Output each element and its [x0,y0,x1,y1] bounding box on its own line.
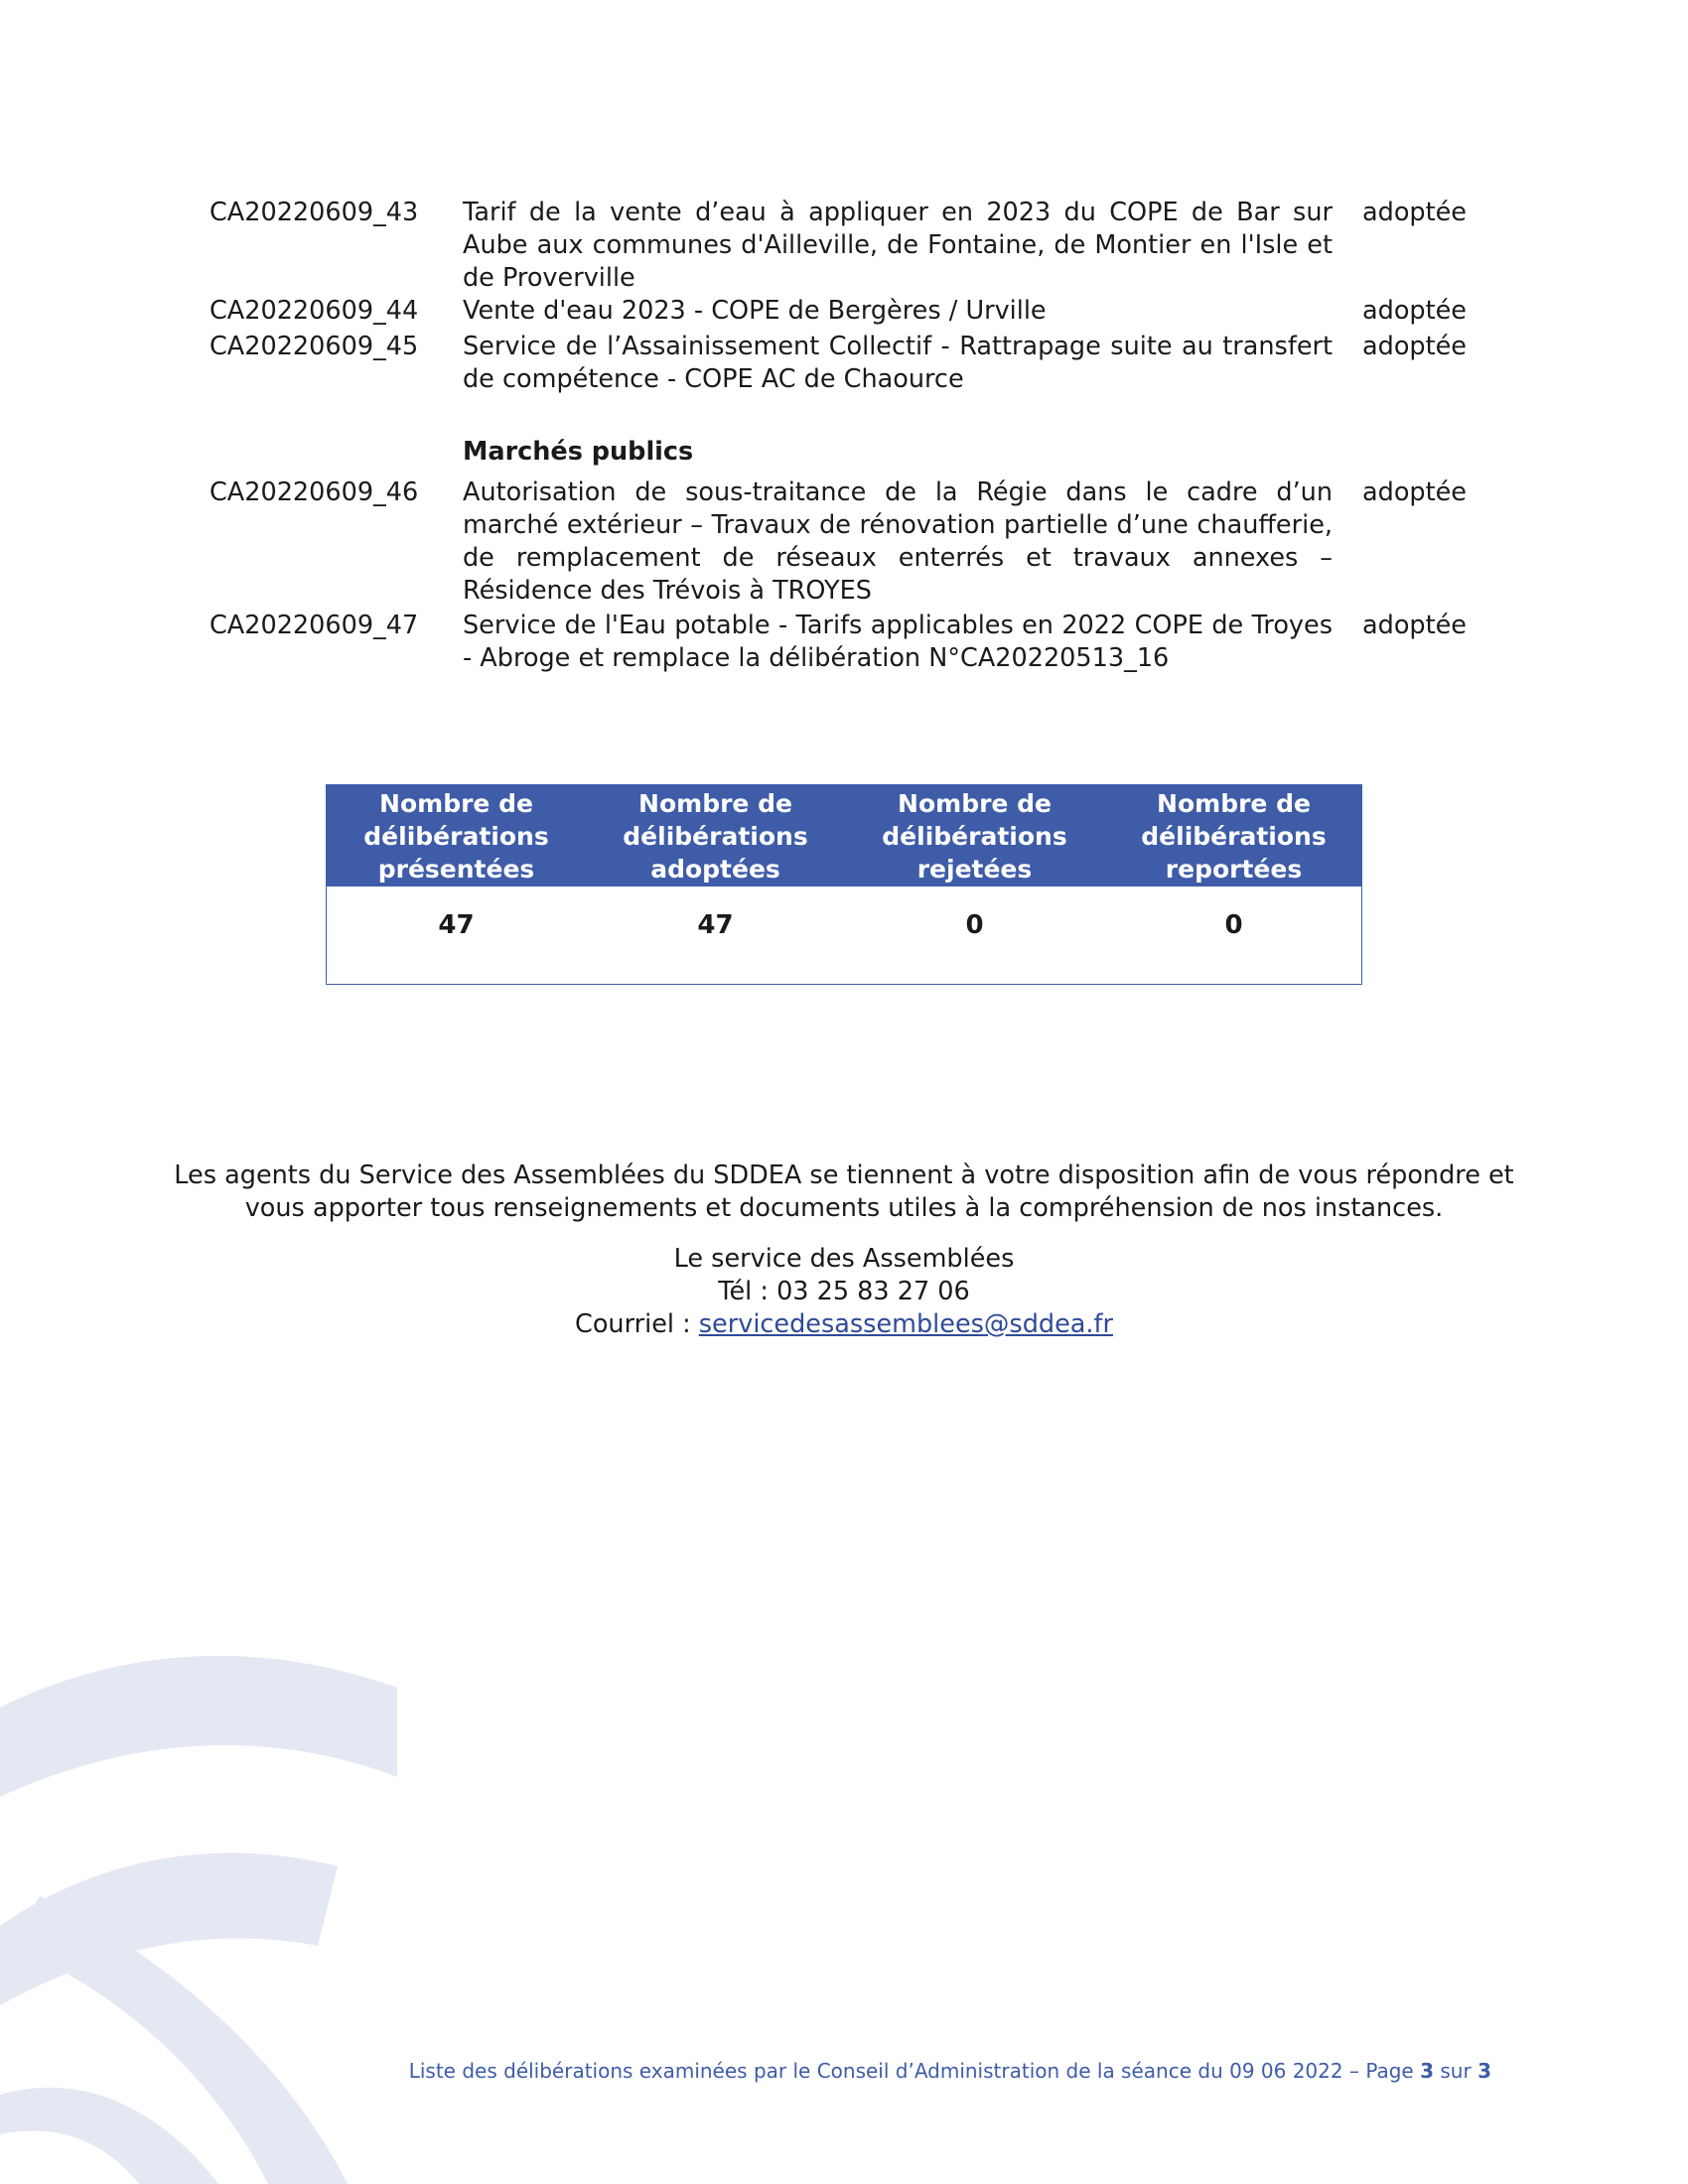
contact-email-line [0,1308,1688,1341]
deliberation-code: CA20220609_46 [210,478,419,507]
deliberation-description: Service de l'Eau potable - Tarifs applicables en 2022 COPE de Troyes - Abroge et remplace la délibération N°CA20220513_16 [463,611,1333,673]
stats-value-adopted: 47 [697,910,734,940]
stats-header-rejected: Nombre de délibérations rejetées [882,788,1067,884]
deliberation-code: CA20220609_47 [210,611,419,640]
deliberation-status: adoptée [1362,296,1467,326]
stats-header [327,785,1361,887]
deliberation-description: Vente d'eau 2023 - COPE de Bergères / Urville [463,296,1047,326]
deliberation-status: adoptée [1362,332,1467,361]
contact-phone: Tél : 03 25 83 27 06 [718,1277,970,1306]
contact-line-2: vous apporter tous renseignements et documents utiles à la compréhension de nos instances. [244,1193,1444,1223]
footer-text: Liste des délibérations examinées par le Conseil d’Administration de la séance du 09 06 2022 – Page [408,2059,1421,2083]
deliberation-status: adoptée [1362,611,1467,640]
footer-separator: sur [1434,2059,1478,2083]
footer-page-number: 3 [1420,2059,1435,2083]
stats-table [326,784,1362,985]
contact-service: Le service des Assemblées [673,1244,1015,1274]
deliberation-status: adoptée [1362,478,1467,507]
deliberation-code: CA20220609_44 [210,296,419,326]
footer-page-total: 3 [1477,2059,1491,2083]
contact-email-label: Courriel : [575,1309,699,1339]
deliberation-code: CA20220609_45 [210,332,419,361]
stats-header-presented: Nombre de délibérations présentées [363,788,549,884]
logo-watermark [0,1628,556,2184]
stats-value-presented: 47 [438,910,475,940]
stats-header-adopted: Nombre de délibérations adoptées [623,788,808,884]
stats-header-postponed: Nombre de délibérations reportées [1141,788,1327,884]
deliberation-description: Tarif de la vente d’eau à appliquer en 2023 du COPE de Bar sur Aube aux communes d'Ailleville, de Fontaine, de Montier en l'Isle et de Proverville [463,198,1333,293]
contact-email-link[interactable]: servicedesassemblees@sddea.fr [698,1309,1113,1339]
deliberation-code: CA20220609_43 [210,198,419,227]
contact-line-1: Les agents du Service des Assemblées du SDDEA se tiennent à votre disposition afin de vous répondre et [174,1160,1514,1190]
stats-value-rejected: 0 [965,910,984,940]
stats-value-postponed: 0 [1224,910,1243,940]
section-title: Marchés publics [463,437,694,467]
deliberation-status: adoptée [1362,198,1467,227]
page-footer [409,2059,1491,2083]
deliberation-description: Autorisation de sous-traitance de la Régie dans le cadre d’un marché extérieur – Travaux de rénovation partielle d’une chaufferie, de remplacement de réseaux enterrés et travaux annexes – Résidence des Trévois à TROYES [463,478,1333,606]
deliberation-description: Service de l’Assainissement Collectif - Rattrapage suite au transfert de compétence - COPE AC de Chaource [463,332,1333,394]
